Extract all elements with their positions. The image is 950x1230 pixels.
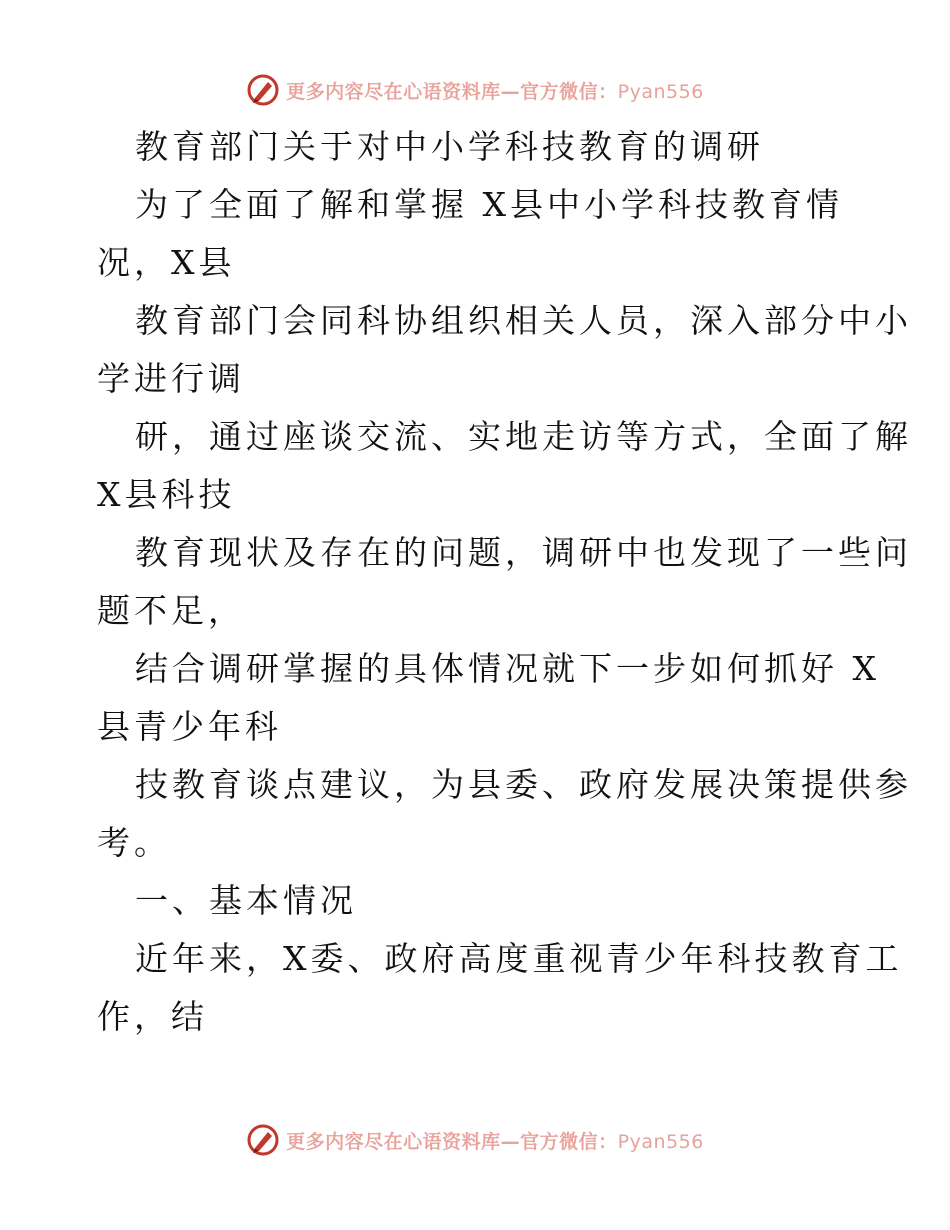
- footer-watermark: [0, 1120, 950, 1160]
- paragraph-line: 为了全面了解和掌握 X县中小学科技教育情: [135, 185, 843, 224]
- paragraph-line: 学进行调: [97, 359, 245, 398]
- paragraph-line: 近年来，X委、政府高度重视青少年科技教育工: [135, 939, 903, 978]
- paragraph-line: X县科技: [97, 475, 236, 514]
- section-heading: 一、基本情况: [135, 881, 357, 920]
- header-watermark: [0, 70, 950, 110]
- paragraph-line: 技教育谈点建议，为县委、政府发展决策提供参: [135, 765, 912, 804]
- paragraph-line: 结合调研掌握的具体情况就下一步如何抓好 X: [135, 649, 880, 688]
- watermark-text: 更多内容尽在心语资料库—官方微信：Pyan556: [286, 80, 704, 103]
- document-body: [97, 118, 912, 1046]
- paragraph-line: 作，结: [97, 997, 208, 1036]
- document-title: 教育部门关于对中小学科技教育的调研: [135, 127, 764, 166]
- pen-logo-icon: [246, 1123, 280, 1157]
- paragraph-line: 考。: [97, 823, 171, 862]
- watermark-text: 更多内容尽在心语资料库—官方微信：Pyan556: [286, 1130, 704, 1153]
- paragraph-line: 题不足，: [97, 591, 245, 630]
- paragraph-line: 况，X县: [97, 243, 236, 282]
- paragraph-line: 教育部门会同科协组织相关人员，深入部分中小: [135, 301, 912, 340]
- paragraph-line: 研，通过座谈交流、实地走访等方式，全面了解: [135, 417, 912, 456]
- pen-logo-icon: [246, 73, 280, 107]
- paragraph-line: 县青少年科: [97, 707, 282, 746]
- paragraph-line: 教育现状及存在的问题，调研中也发现了一些问: [135, 533, 912, 572]
